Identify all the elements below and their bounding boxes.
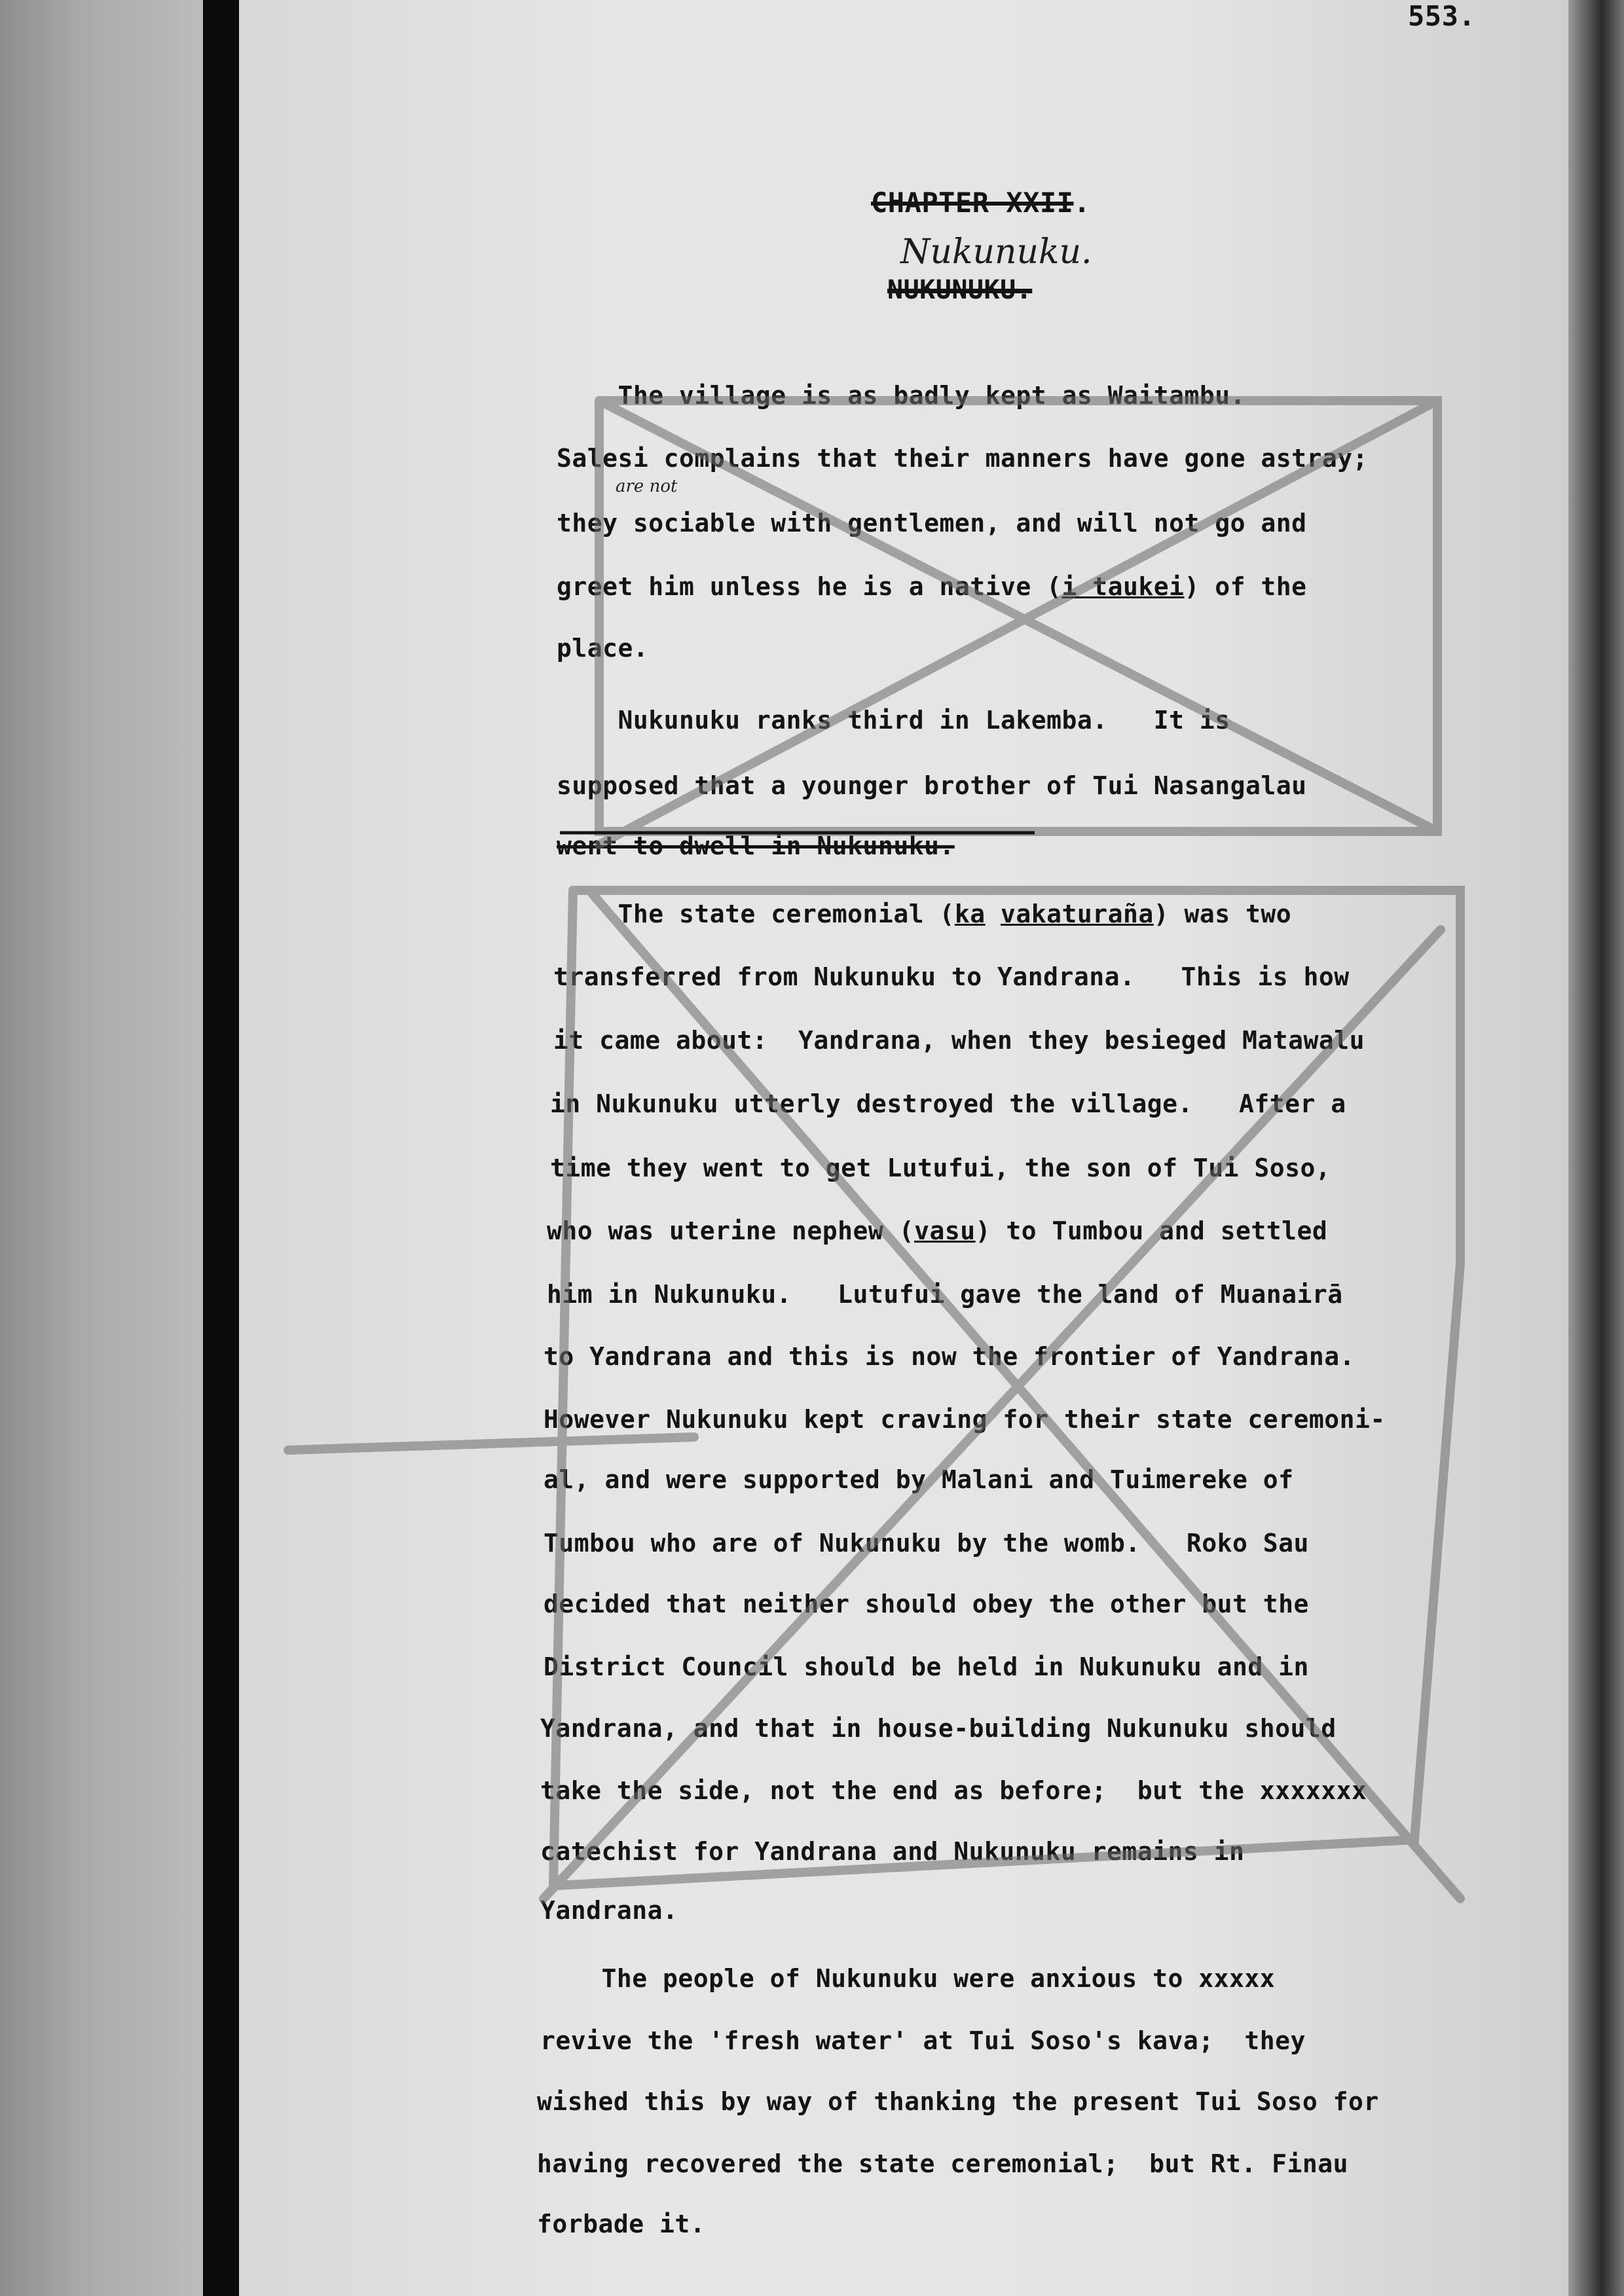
body-line: Yandrana, and that in house-building Nukunuku should <box>540 1714 1337 1743</box>
body-line: forbade it. <box>537 2210 706 2238</box>
body-line: Nukunuku ranks third in Lakemba. It is <box>557 706 1230 735</box>
body-line: The people of Nukunuku were anxious to xxxxx <box>540 1964 1276 1993</box>
underlined-term: i taukei <box>1061 572 1185 601</box>
crossout-diagonal-2a <box>589 890 1460 1899</box>
crossout-horizontal-2 <box>288 1437 694 1450</box>
body-line: Yandrana. <box>540 1896 678 1925</box>
body-line: al, and were supported by Malani and Tuimereke of <box>544 1465 1294 1494</box>
handwritten-title: Nukunuku. <box>900 232 1092 272</box>
crossout-left-edge-2 <box>553 890 573 1886</box>
underlined-term: vasu <box>914 1216 976 1245</box>
chapter-heading-struck: CHAPTER XXII <box>871 187 1074 219</box>
body-line: place. <box>557 634 649 663</box>
body-line: time they went to get Lutufui, the son of Tui Soso, <box>550 1154 1331 1182</box>
underlined-term: ka <box>954 900 986 928</box>
body-line: The state ceremonial (ka vakaturaña) was two <box>557 900 1292 928</box>
body-line: it came about: Yandrana, when they besieged Matawalu <box>553 1026 1365 1055</box>
body-line: revive the 'fresh water' at Tui Soso's kava; they <box>540 2026 1306 2055</box>
body-line: wished this by way of thanking the present Tui Soso for <box>537 2087 1379 2116</box>
body-line: who was uterine nephew (vasu) to Tumbou and settled <box>547 1216 1328 1245</box>
page-number: 553. <box>1408 0 1476 32</box>
body-line: Tumbou who are of Nukunuku by the womb. Roko Sau <box>544 1529 1309 1558</box>
crossout-diagonal-2b <box>544 930 1441 1899</box>
body-line: take the side, not the end as before; but the xxxxxxx <box>540 1776 1367 1805</box>
body-line: The village is as badly kept as Waitambu. <box>557 381 1246 410</box>
body-line: to Yandrana and this is now the frontier of Yandrana. <box>544 1342 1356 1371</box>
body-line: catechist for Yandrana and Nukunuku remains in <box>540 1837 1245 1866</box>
body-line: went to dwell in Nukunuku. <box>557 831 955 860</box>
body-line: District Council should be held in Nukunuku and in <box>544 1652 1309 1681</box>
body-line: However Nukunuku kept craving for their state ceremoni- <box>544 1405 1386 1434</box>
body-line: they sociable with gentlemen, and will not go and <box>557 509 1307 538</box>
body-line: supposed that a younger brother of Tui Nasangalau <box>557 771 1307 800</box>
body-line: Salesi complains that their manners have gone astray; <box>557 444 1369 473</box>
body-line: in Nukunuku utterly destroyed the village. After a <box>550 1089 1346 1118</box>
typed-title-struck: NUKUNUKU. <box>887 275 1033 305</box>
underlined-term: vakaturaña <box>1000 900 1154 928</box>
body-line: him in Nukunuku. Lutufui gave the land of Muanairā <box>547 1280 1343 1309</box>
body-line: greet him unless he is a native (i taukei) of the <box>557 572 1307 601</box>
body-line: transferred from Nukunuku to Yandrana. This is how <box>553 962 1350 991</box>
chapter-heading-period: . <box>1073 187 1091 219</box>
handwritten-insertion: are not <box>616 477 678 496</box>
body-line: having recovered the state ceremonial; but Rt. Finau <box>537 2149 1349 2178</box>
body-line: decided that neither should obey the other but the <box>544 1590 1309 1618</box>
